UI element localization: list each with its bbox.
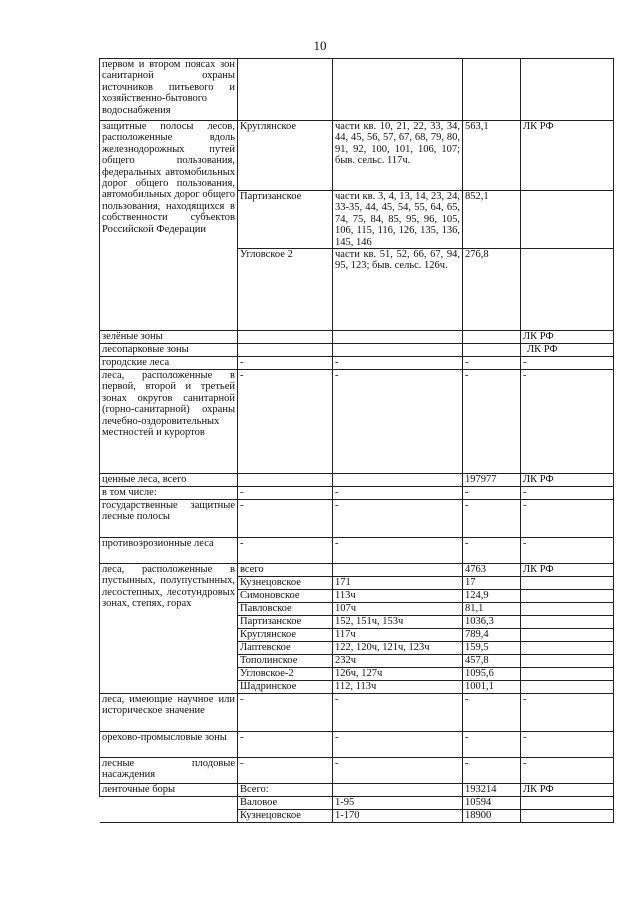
table-row bbox=[100, 732, 614, 758]
table-row bbox=[100, 357, 614, 370]
quarters-cell bbox=[333, 59, 463, 121]
district-cell: - bbox=[238, 758, 333, 784]
area-cell: 81,1 bbox=[463, 603, 521, 616]
area-cell: 1095,6 bbox=[463, 668, 521, 681]
table-row bbox=[100, 344, 614, 357]
area-cell bbox=[463, 331, 521, 344]
district-cell: Всего: bbox=[238, 784, 333, 797]
quarters-cell bbox=[333, 784, 463, 797]
district-cell: Угловское-2 bbox=[238, 668, 333, 681]
district-cell: Партизанское bbox=[238, 191, 333, 249]
district-cell: - bbox=[238, 500, 333, 538]
district-cell bbox=[238, 331, 333, 344]
area-cell bbox=[463, 59, 521, 121]
quarters-cell: 232ч bbox=[333, 655, 463, 668]
area-cell: 18900 bbox=[463, 810, 521, 823]
basis-cell bbox=[521, 249, 614, 331]
table-row bbox=[100, 797, 614, 810]
quarters-cell: части кв. 51, 52, 66, 67, 94, 95, 123; быв. сельс. 126ч. bbox=[333, 249, 463, 331]
area-cell: 10594 bbox=[463, 797, 521, 810]
quarters-cell: 113ч bbox=[333, 590, 463, 603]
category-cell: леса, имеющие научное или историческое значение bbox=[100, 694, 238, 732]
district-cell: - bbox=[238, 538, 333, 564]
basis-cell: - bbox=[521, 487, 614, 500]
district-cell bbox=[238, 344, 333, 357]
quarters-cell: части кв. 10, 21, 22, 33, 34, 44, 45, 56, 57, 67, 68, 79, 80, 91, 92, 100, 101, 106, 107; быв. сельс. 117ч. bbox=[333, 121, 463, 191]
category-cell: ленточные боры bbox=[100, 784, 238, 797]
quarters-cell: - bbox=[333, 694, 463, 732]
basis-cell: - bbox=[521, 370, 614, 474]
category-cell: зелёные зоны bbox=[100, 331, 238, 344]
basis-cell bbox=[521, 616, 614, 629]
quarters-cell: 152, 151ч, 153ч bbox=[333, 616, 463, 629]
quarters-cell: 122, 120ч, 121ч, 123ч bbox=[333, 642, 463, 655]
category-cell: защитные полосы лесов, расположенные вдоль железнодорожных путей общего пользования, федеральных автомобильных дорог общего пользования, автомобильных дорог общего пользования, находящихся в собственности субъектов Российской Федерации bbox=[100, 121, 238, 331]
table-row bbox=[100, 758, 614, 784]
quarters-cell bbox=[333, 344, 463, 357]
district-cell: Шадринское bbox=[238, 681, 333, 694]
district-cell: - bbox=[238, 694, 333, 732]
area-cell: 197977 bbox=[463, 474, 521, 487]
district-cell: Кузнецовское bbox=[238, 577, 333, 590]
basis-cell bbox=[521, 797, 614, 810]
area-cell: 1036,3 bbox=[463, 616, 521, 629]
basis-cell bbox=[521, 629, 614, 642]
category-cell: государственные защитные лесные полосы bbox=[100, 500, 238, 538]
table-row bbox=[100, 331, 614, 344]
quarters-cell: - bbox=[333, 357, 463, 370]
area-cell: 17 bbox=[463, 577, 521, 590]
basis-cell: - bbox=[521, 357, 614, 370]
basis-cell: - bbox=[521, 538, 614, 564]
category-cell: леса, расположенные в пустынных, полупустынных, лесостепных, лесотундровых зонах, степях, горах bbox=[100, 564, 238, 694]
quarters-cell: 117ч bbox=[333, 629, 463, 642]
category-cell: городские леса bbox=[100, 357, 238, 370]
quarters-cell: части кв. 3, 4, 13, 14, 23, 24, 33-35, 44, 45, 54, 55, 64, 65, 74, 75, 84, 85, 95, 96, 105, 106, 115, 116, 126, 135, 136, 145, 146 bbox=[333, 191, 463, 249]
district-cell: Лаптевское bbox=[238, 642, 333, 655]
area-cell: - bbox=[463, 357, 521, 370]
table-row bbox=[100, 538, 614, 564]
basis-cell bbox=[521, 59, 614, 121]
area-cell: 457,8 bbox=[463, 655, 521, 668]
category-cell: лесопарковые зоны bbox=[100, 344, 238, 357]
quarters-cell: 171 bbox=[333, 577, 463, 590]
area-cell: - bbox=[463, 758, 521, 784]
category-cell: леса, расположенные в первой, второй и третьей зонах округов санитарной (горно-санитарной) охраны лечебно-оздоровительных местностей и курортов bbox=[100, 370, 238, 474]
quarters-cell bbox=[333, 564, 463, 577]
table-row bbox=[100, 59, 614, 121]
table-row bbox=[100, 784, 614, 797]
table-row bbox=[100, 474, 614, 487]
area-cell: 4763 bbox=[463, 564, 521, 577]
basis-cell bbox=[521, 810, 614, 823]
area-cell: - bbox=[463, 500, 521, 538]
basis-cell bbox=[521, 681, 614, 694]
district-cell: - bbox=[238, 357, 333, 370]
quarters-cell: - bbox=[333, 370, 463, 474]
area-cell: - bbox=[463, 370, 521, 474]
area-cell: - bbox=[463, 694, 521, 732]
area-cell: - bbox=[463, 538, 521, 564]
table-row bbox=[100, 694, 614, 732]
district-cell: Тополинское bbox=[238, 655, 333, 668]
quarters-cell: - bbox=[333, 538, 463, 564]
basis-cell: ЛК РФ bbox=[521, 564, 614, 577]
area-cell: 124,9 bbox=[463, 590, 521, 603]
table-row bbox=[100, 564, 614, 577]
quarters-cell bbox=[333, 331, 463, 344]
district-cell: Партизанское bbox=[238, 616, 333, 629]
category-cell: лесные плодовые насаждения bbox=[100, 758, 238, 784]
area-cell: 1001,1 bbox=[463, 681, 521, 694]
category-cell: орехово-промысловые зоны bbox=[100, 732, 238, 758]
district-cell bbox=[238, 59, 333, 121]
quarters-cell: - bbox=[333, 758, 463, 784]
quarters-cell: 107ч bbox=[333, 603, 463, 616]
basis-cell: ЛК РФ bbox=[521, 344, 614, 357]
district-cell: Угловское 2 bbox=[238, 249, 333, 331]
quarters-cell: - bbox=[333, 500, 463, 538]
district-cell: - bbox=[238, 732, 333, 758]
forest-table bbox=[99, 58, 614, 823]
district-cell: Павловское bbox=[238, 603, 333, 616]
category-cell: в том числе: bbox=[100, 487, 238, 500]
area-cell: 789,4 bbox=[463, 629, 521, 642]
district-cell: - bbox=[238, 370, 333, 474]
district-cell: всего bbox=[238, 564, 333, 577]
basis-cell: ЛК РФ bbox=[521, 121, 614, 191]
district-cell bbox=[238, 474, 333, 487]
basis-cell bbox=[521, 603, 614, 616]
basis-cell: - bbox=[521, 732, 614, 758]
area-cell bbox=[463, 344, 521, 357]
area-cell: - bbox=[463, 732, 521, 758]
table-row bbox=[100, 500, 614, 538]
basis-cell bbox=[521, 642, 614, 655]
basis-cell bbox=[521, 577, 614, 590]
area-cell: 193214 bbox=[463, 784, 521, 797]
basis-cell: ЛК РФ bbox=[521, 331, 614, 344]
area-cell: - bbox=[463, 487, 521, 500]
quarters-cell: - bbox=[333, 732, 463, 758]
district-cell: Кузнецовское bbox=[238, 810, 333, 823]
quarters-cell bbox=[333, 474, 463, 487]
table-row bbox=[100, 810, 614, 823]
basis-cell bbox=[521, 590, 614, 603]
quarters-cell: 112, 113ч bbox=[333, 681, 463, 694]
basis-cell: - bbox=[521, 758, 614, 784]
basis-cell bbox=[521, 655, 614, 668]
table-row bbox=[100, 370, 614, 474]
area-cell: 276,8 bbox=[463, 249, 521, 331]
district-cell: Круглянское bbox=[238, 629, 333, 642]
area-cell: 159,5 bbox=[463, 642, 521, 655]
quarters-cell: 126ч, 127ч bbox=[333, 668, 463, 681]
basis-cell bbox=[521, 191, 614, 249]
quarters-cell: 1-95 bbox=[333, 797, 463, 810]
district-cell: Симоновское bbox=[238, 590, 333, 603]
category-cell: первом и втором поясах зон санитарной охраны источников питьевого и хозяйственно-бытового водоснабжения bbox=[100, 59, 238, 121]
district-cell: Круглянское bbox=[238, 121, 333, 191]
category-cell: противоэрозионные леса bbox=[100, 538, 238, 564]
basis-cell: ЛК РФ bbox=[521, 474, 614, 487]
basis-cell: ЛК РФ bbox=[521, 784, 614, 797]
district-cell: - bbox=[238, 487, 333, 500]
area-cell: 852,1 bbox=[463, 191, 521, 249]
district-cell: Валовое bbox=[238, 797, 333, 810]
table-row bbox=[100, 487, 614, 500]
quarters-cell: - bbox=[333, 487, 463, 500]
basis-cell: - bbox=[521, 500, 614, 538]
empty-cell bbox=[100, 797, 238, 810]
page-number: 10 bbox=[313, 38, 327, 53]
category-cell: ценные леса, всего bbox=[100, 474, 238, 487]
empty-cell bbox=[100, 810, 238, 823]
basis-cell: - bbox=[521, 694, 614, 732]
area-cell: 563,1 bbox=[463, 121, 521, 191]
quarters-cell: 1-170 bbox=[333, 810, 463, 823]
basis-cell bbox=[521, 668, 614, 681]
table-row bbox=[100, 121, 614, 191]
